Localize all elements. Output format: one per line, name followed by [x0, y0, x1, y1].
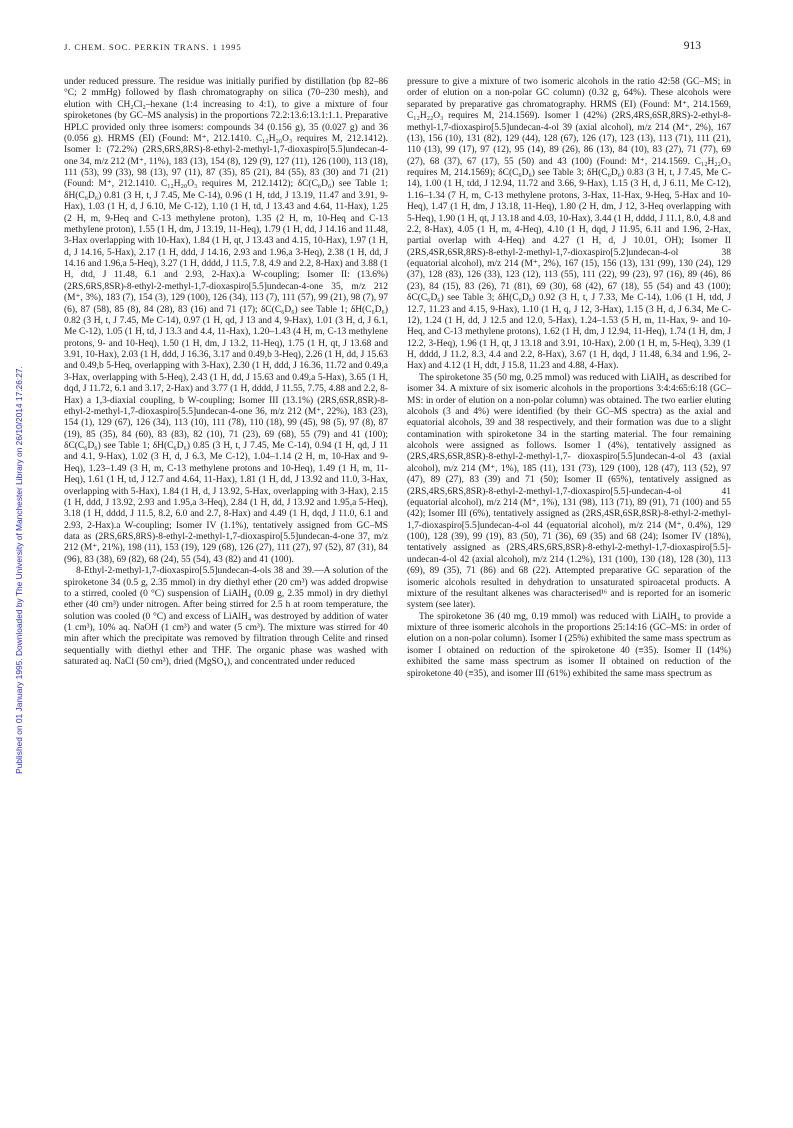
right-paragraph-1: pressure to give a mixture of two isomeric alcohols in the ratio 42:58 (GC–MS; in order of elution on a non-polar GC column) (0.32 g, 64%). These alcohols were separated by preparative gas chromatography. HRMS (EI) (Found: M⁺, 214.1569, C₁₂H₂₂O₃ requires M, 214.1569). Isomer I (42%) (2RS,4RS,6SR,8RS)-2-ethyl-8-methyl-1,7-dioxaspiro[5.5]undecan-4-ol 39 (axial alcohol), m/z 214 (M⁺, 2%), 167 (13), 156 (10), 131 (82), 129 (44), 128 (67), 126 (17), 123 (13), 113 (71), 111 (21), 110 (13), 99 (17), 97 (12), 95 (14), 89 (26), 86 (13), 84 (10), 83 (27), 71 (77), 69 (27), 68 (37), 67 (17), 55 (50) and 43 (100) (Found: M⁺, 214.1569. C₁₂H₂₂O₃ requires M, 214.1569); δC(C₆D₆) see Table 3; δH(C₆D₆) 0.83 (3 H, t, J 7.45, Me C-14), 1.00 (1 H, tdd, J 12.94, 11.72 and 3.66, 9-Hax), 1.15 (3 H, d, J 6.11, Me C-12), 1.16–1.34 (7 H, m, C-13 methylene protons, 3-Hax, 11-Hax, 9-Heq, 5-Hax and 10-Heq), 1.47 (1 H, dm, J 13.18, 11-Heq), 1.80 (2 H, dm, J 12, 3-Heq overlapping with 5-Heq), 1.90 (1 H, qt, J 13.18 and 4.03, 10-Hax), 3.44 (1 H, dddd, J 11.1, 8.0, 4.8 and 2.2, 8-Hax), 4.05 (1 H, m, 4-Heq), 4.10 (1 H, dqd, J 11.95, 6.11 and 1.96, 2-Hax, partial overlap with 4-Heq) and 4.27 (1 H, d, J 10.01, OH); Isomer II (2RS,4SR,6SR,8RS)-8-ethyl-2-methyl-1,7-dioxaspiro[5.2]undecan-4-ol 38 (equatorial alcohol), m/z 214 (M⁺, 2%), 167 (15), 156 (13), 131 (99), 130 (24), 129 (37), 128 (83), 126 (33), 123 (12), 113 (55), 111 (22), 99 (23), 97 (16), 89 (46), 86 (23), 84 (15), 83 (26), 71 (81), 69 (30), 68 (42), 67 (18), 55 (54) and 43 (100); δC(C₆D₆) see Table 3; δH(C₆D₆) 0.92 (3 H, t, J 7.33, Me C-14), 1.06 (1 H, tdd, J 12.7, 11.23 and 4.15, 9-Hax), 1.10 (1 H, q, J 12, 3-Hax), 1.15 (3 H, d, J 6.34, Me C-12), 1.24 (1 H, dd, J 12.5 and 12.0, 5-Hax), 1.24–1.53 (5 H, m, 11-Hax, 9- and 10-Heq, and C-13 methylene protons), 1.62 (1 H, dm, J 12.94, 11-Heq), 1.74 (1 H, dm, J 12.2, 3-Heq), 1.96 (1 H, qt, J 13.18 and 3.91, 10-Hax), 2.00 (1 H, m, 5-Heq), 3.39 (1 H, dddd, J 11.2, 8.3, 4.4 and 2.2, 8-Hax), 3.67 (1 H, dqd, J 11.48, 6.34 and 1.96, 2-Hax) and 4.12 (1 H, ddt, J 15.8, 11.23 and 4.88, 4-Hax). — [407, 77, 731, 372]
download-notice — [14, 290, 24, 850]
left-paragraph-2: 8-Ethyl-2-methyl-1,7-dioxaspiro[5.5]undecan-4-ols 38 and 39.—A solution of the spiroketone 34 (0.5 g, 2.35 mmol) in dry diethyl ether (20 cm³) was added dropwise to a stirred, cooled (0 °C) suspension of LiAlH₄ (0.09 g, 2.35 mmol) in dry diethyl ether (40 cm³) under nitrogen. After being stirred for 2.5 h at room temperature, the solution was cooled (0 °C) and excess of LiAlH₄ was destroyed by addition of water (1 cm³), 10% aq. NaOH (1 cm³) and water (5 cm³). The mixture was stirred for 40 min after which the precipitate was removed by filtration through Celite and rinsed sequentially with diethyl ether and THF. The organic phase was washed with saturated aq. NaCl (50 cm³), dried (MgSO₄), and concentrated under reduced — [64, 566, 388, 668]
left-paragraph-1: under reduced pressure. The residue was initially purified by distillation (bp 82–86 °C; 2 mmHg) followed by flash chromatography on silica (70–230 mesh), and elution with CH₂Cl₂–hexane (1:4 increasing to 4:1), to give a mixture of four spiroketones (by GC–MS analysis) in the proportions 72.2:13.6:13.1:1.1. Preparative HPLC provided only three isomers: compounds 34 (0.156 g), 35 (0.027 g) and 36 (0.056 g). HRMS (EI) (Found: M⁺, 212.1410. C₁₂H₂₀O₃ requires M, 212.1412). Isomer I: (72.2%) (2RS,6RS,8RS)-8-ethyl-2-methyl-1,7-dioxaspiro[5.5]undecan-4-one 34, m/z 212 (M⁺, 11%), 183 (13), 154 (8), 129 (9), 127 (11), 126 (100), 113 (18), 111 (53), 99 (33), 98 (13), 97 (11), 87 (35), 85 (21), 84 (55), 83 (30) and 71 (21) (Found: M⁺, 212.1410. C₁₂H₂₀O₃ requires M, 212.1412); δC(C₆D₆) see Table 1; δH(C₆D₆) 0.81 (3 H, t, J 7.45, Me C-14), 0.96 (1 H, tdd, J 13.19, 11.47 and 3.91, 9-Hax), 1.03 (1 H, d, J 6.10, Me C-12), 1.10 (1 H, td, J 13.43 and 4.64, 11-Hax), 1.25 (2 H, m, 9-Heq and C-13 methylene proton), 1.35 (2 H, m, 10-Heq and C-13 methylene proton), 1.55 (1 H, dm, J 13.19, 11-Heq), 1.79 (1 H, dd, J 14.16 and 11.48, 3-Hax overlapping with 10-Hax), 1.84 (1 H, qt, J 13.43 and 4.15, 10-Hax), 1.97 (1 H, d, J 14.16, 5-Hax), 2.17 (1 H, ddd, J 14.16, 2.93 and 1.96,a 3-Heq), 2.38 (1 H, dd, J 14.16 and 1.96,a 5-Heq), 3.27 (1 H, dddd, J 11.5, 7.8, 4.9 and 2.2, 8-Hax) and 3.88 (1 H, dtd, J 11.48, 6.1 and 2.93, 2-Hax).a W-coupling; Isomer II: (13.6%) (2RS,6RS,8SR)-8-ethyl-2-methyl-1,7-dioxaspiro[5.5]undecan-4-one 35, m/z 212 (M⁺, 3%), 183 (7), 154 (3), 129 (100), 126 (34), 113 (7), 111 (57), 99 (21), 98 (7), 97 (6), 87 (58), 85 (8), 84 (28), 83 (16) and 71 (17); δC(C₆D₆) see Table 1; δH(C₆D₆) 0.82 (3 H, t, J 7.45, Me C-14), 0.97 (1 H, qd, J 13 and 4, 9-Hax), 1.01 (3 H, d, J 6.1, Me C-12), 1.05 (1 H, td, J 13.3 and 4.4, 11-Hax), 1.20–1.43 (4 H, m, C-13 methylene protons, 9- and 10-Heq), 1.50 (1 H, dm, J 13.2, 11-Heq), 1.75 (1 H, qt, J 13.68 and 3.91, 10-Hax), 2.03 (1 H, ddd, J 16.36, 3.17 and 0.49,b 3-Heq), 2.26 (1 H, dd, J 15.63 and 0.49,b 5-Heq, overlapping with 3-Hax), 2.30 (1 H, ddd, J 16.36, 11.72 and 0.49,a 3-Hax, overlapping with 5-Heq), 2.43 (1 H, dd, J 15.63 and 0.49,a 5-Hax), 3.65 (1 H, dqd, J 11.72, 6.1 and 3.17, 2-Hax) and 3.77 (1 H, dddd, J 11.55, 7.75, 4.88 and 2.2, 8-Hax) a 1,3-diaxial coupling, b W-coupling; Isomer III (13.1%) (2RS,6SR,8SR)-8-ethyl-2-methyl-1,7-dioxaspiro[5.5]undecan-4-one 36, m/z 212 (M⁺, 22%), 183 (23), 154 (1), 129 (67), 126 (34), 113 (10), 111 (78), 110 (18), 99 (45), 98 (5), 97 (8), 87 (19), 85 (35), 84 (60), 83 (83), 82 (10), 71 (23), 69 (68), 55 (79) and 41 (100); δC(C₆D₆) see Table 1; δH(C₆D₆) 0.85 (3 H, t, J 7.45, Me C-14), 0.94 (1 H, qd, J 11 and 4.1, 9-Hax), 1.02 (3 H, d, J 6.3, Me C-12), 1.04–1.14 (2 H, m, 10-Hax and 9-Heq), 1.23–1.49 (3 H, m, C-13 methylene protons and 10-Heq), 1.49 (1 H, m, 11-Heq), 1.61 (1 H, td, J 12.7 and 4.64, 11-Hax), 1.81 (1 H, dd, J 13.92 and 11.0, 3-Hax, overlapping with 5-Hax), 1.84 (1 H, d, J 13.92, 5-Hax, overlapping with 3-Hax), 2.15 (1 H, ddd, J 13.92, 2.93 and 1.95,a 3-Heq), 2.84 (1 H, dd, J 13.92 and 1.95,a 5-Heq), 3.18 (1 H, dddd, J 11.5, 8.2, 6.0 and 2.7, 8-Hax) and 4.49 (1 H, dqd, J 11.0, 6.1 and 2.93, 2-Hax).a W-coupling; Isomer IV (1.1%), tentatively assigned from GC–MS data as (2RS,6RS,8RS)-8-ethyl-2-methyl-1,7-dioxaspiro[5.5]undecan-4-one 37, m/z 212 (M⁺, 21%), 198 (11), 153 (19), 129 (68), 126 (27), 111 (27), 97 (52), 87 (31), 84 (96), 83 (38), 69 (82), 68 (24), 55 (54), 43 (82) and 41 (100). — [64, 77, 388, 565]
page-number: 913 — [683, 40, 701, 52]
left-column — [64, 77, 388, 669]
right-paragraph-3: The spiroketone 36 (40 mg, 0.19 mmol) was reduced with LiAlH₄ to provide a mixture of three isomeric alcohols in the proportions 25:14:16 (GC–MS: in order of elution on a non-polar column). Isomer I (25%) exhibited the same mass spectrum as isomer I obtained on reduction of the spiroketone 40 (≡35). Isomer II (14%) exhibited the same mass spectrum as isomer II obtained on reduction of the spiroketone 40 (≡35), and isomer III (61%) exhibited the same mass spectrum as — [407, 611, 731, 679]
right-paragraph-2: The spiroketone 35 (50 mg, 0.25 mmol) was reduced with LiAlH₄ as described for isomer 34. A mixture of six isomeric alcohols in the proportions 3:4:4:65:6:18 (GC–MS: in order of elution on a non-polar column) was obtained. The two earlier eluting alcohols (3 and 4%) were identified (by their GC–MS spectra) as the axial and equatorial alcohols, 39 and 38 respectively, and their formation was due to a slight contamination with spiroketone 34 in the starting material. The four remaining alcohols were assigned as follows. Isomer I (4%), tentatively assigned as (2RS,4RS,6SR,8SR)-8-ethyl-2-methyl-1,7- dioxaspiro[5.5]undecan-4-ol 43 (axial alcohol), m/z 214 (M⁺, 1%), 185 (11), 131 (73), 129 (100), 128 (47), 113 (52), 97 (47), 89 (27), 83 (39) and 71 (50); Isomer II (65%), tentatively assigned as (2RS,4RS,6RS,8SR)-8-ethyl-2-methyl-1,7-dioxaspiro[5.5]-undecan-4-ol 41 (equatorial alcohol), m/z 214 (M⁺, 1%), 131 (98), 113 (71), 89 (91), 71 (100) and 55 (42); Isomer III (6%), tentatively assigned as (2RS,4SR,6SR,8SR)-8-ethyl-2-methyl-1,7-dioxaspiro[5.5]undecan-4-ol 44 (equatorial alcohol), m/z 214 (M⁺, 0.4%), 129 (100), 128 (39), 99 (19), 83 (50), 71 (36), 69 (35) and 68 (24); Isomer IV (18%), tentatively assigned as (2RS,4RS,6RS,8SR)-8-ethyl-2-methyl-1,7-dioxaspiro[5.5]-undecan-4-ol 42 (axial alcohol), m/z 214 (1.2%), 131 (100), 130 (18), 128 (30), 113 (69), 89 (35), 71 (86) and 68 (22). Attempted preparative GC separation of the isomeric alcohols resulted in dehydration to unsaturated spiroacetal products. A mixture of the resultant alkenes was characterised¹⁶ and is reported for an isomeric system (see later). — [407, 372, 731, 611]
running-header — [64, 42, 701, 56]
download-notice-text[interactable]: Published on 01 January 1995. Downloaded by The University of Manchester Library on 26/10/2014 17:26:27. — [14, 366, 24, 774]
journal-citation: J. CHEM. SOC. PERKIN TRANS. 1 1995 — [64, 42, 242, 52]
right-column — [407, 77, 731, 680]
